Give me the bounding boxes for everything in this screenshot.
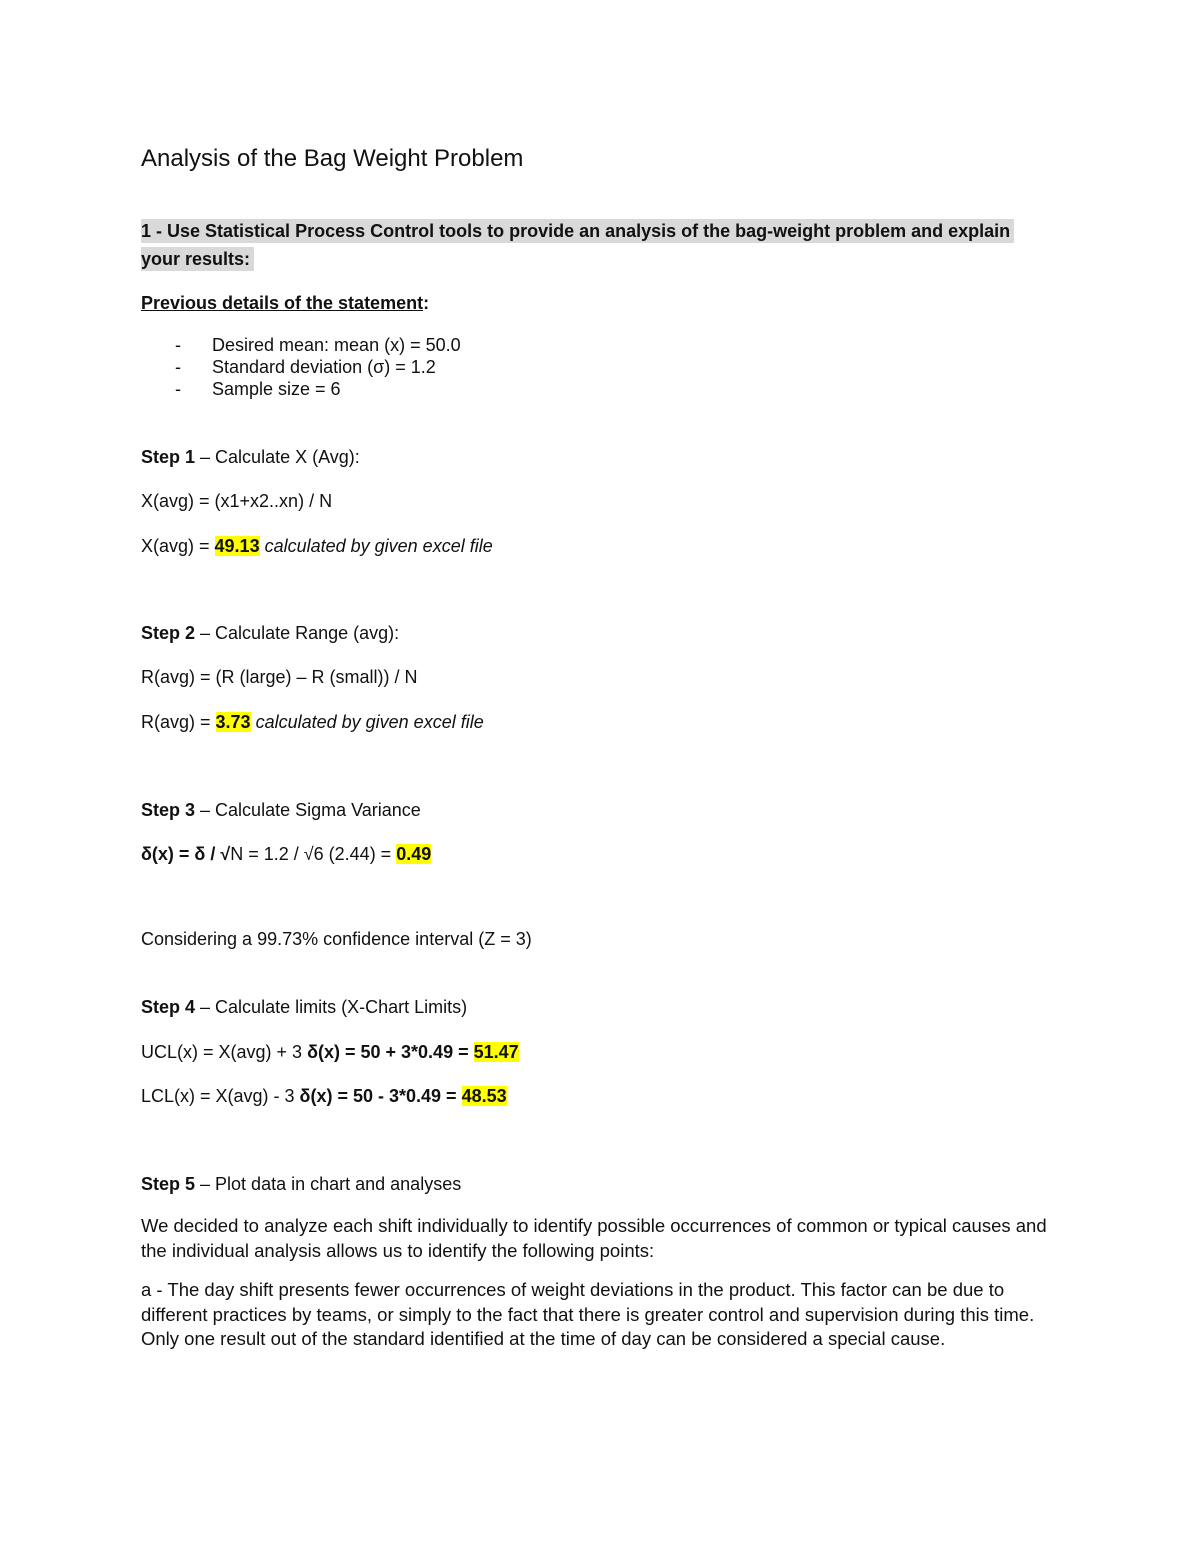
step-3-heading [141,799,421,821]
confidence-text: Considering a 99.73% confidence interval (Z = 3) [141,929,532,949]
ucl-value: 51.47 [473,1042,519,1062]
step-2-result-value: 3.73 [215,712,251,732]
lcl-formula: δ(x) = 50 - 3*0.49 = [299,1086,462,1106]
step-2-heading [141,622,399,644]
previous-heading-colon: : [423,293,430,313]
step-1-result-value: 49.13 [214,536,260,556]
step-3-formula-bold: δ(x) = δ / √ [141,844,231,864]
step-1-result-prefix: X(avg) = [141,536,215,556]
question-highlight-2: your results: [141,247,254,271]
bullet-dash: - [175,357,181,377]
step-2-formula: R(avg) = (R (large) – R (small)) / N [141,667,418,687]
step-1-heading [141,446,360,468]
ucl-formula: δ(x) = 50 + 3*0.49 = [307,1042,474,1062]
page-title: Analysis of the Bag Weight Problem [141,145,524,172]
step-2-label: Step 2 [141,623,196,643]
step-5-rest: – Plot data in chart and analyses [195,1174,462,1194]
step-5-label: Step 5 [141,1174,196,1194]
step-2-result [141,711,484,733]
bullet-dash: - [175,335,181,355]
step-2-rest: – Calculate Range (avg): [195,623,400,643]
step-1-result-note: calculated by given excel file [259,536,493,556]
question-line-2 [141,248,254,270]
list-item-desired-mean: Desired mean: mean (x) = 50.0 [212,335,461,355]
question-line-1 [141,220,1014,242]
question-highlight-1: 1 - Use Statistical Process Control tools to provide an analysis of the bag-weight problem and explain [141,219,1014,243]
lcl-value: 48.53 [461,1086,507,1106]
previous-details-heading [141,292,429,314]
step-4-rest-tail: X-Chart Limits) [347,997,468,1017]
previous-heading-text: Previous details of the statement [141,293,424,313]
bullet-dash: - [175,379,181,399]
list-item-sample-size: Sample size = 6 [212,379,341,399]
step-1-result [141,535,493,557]
step-4-heading [141,996,467,1018]
lcl-line [141,1085,507,1107]
analysis-paragraph-2: a - The day shift presents fewer occurrences of weight deviations in the product. This factor can be due to different practices by teams, or simply to the fact that there is greater control and supervision during this time. Only one result out of the standard identified at the time of day can be considered a special cause. [141,1279,1035,1349]
step-1-rest: – Calculate X (Avg): [195,447,360,467]
step-4-label: Step 4 [141,997,196,1017]
lcl-prefix: LCL(x) = X(avg) - 3 [141,1086,300,1106]
list-item-standard-deviation: Standard deviation (σ) = 1.2 [212,357,436,377]
step-3-formula [141,843,431,865]
step-3-formula-mid: N = 1.2 / √6 (2.44) = [230,844,397,864]
ucl-prefix: UCL(x) = X(avg) + 3 [141,1042,308,1062]
step-3-label: Step 3 [141,800,196,820]
ucl-line [141,1041,519,1063]
step-4-rest: – Calculate limits ( [195,997,348,1017]
step-2-result-prefix: R(avg) = [141,712,216,732]
step-1-formula: X(avg) = (x1+x2..xn) / N [141,491,333,511]
step-2-result-note: calculated by given excel file [250,712,484,732]
step-1-label: Step 1 [141,447,196,467]
analysis-paragraph-1: We decided to analyze each shift individually to identify possible occurrences of common or typical causes and the individual analysis allows us to identify the following points: [141,1215,1047,1261]
step-3-result-value: 0.49 [396,844,432,864]
step-5-heading [141,1173,461,1195]
step-3-rest: – Calculate Sigma Variance [195,800,421,820]
